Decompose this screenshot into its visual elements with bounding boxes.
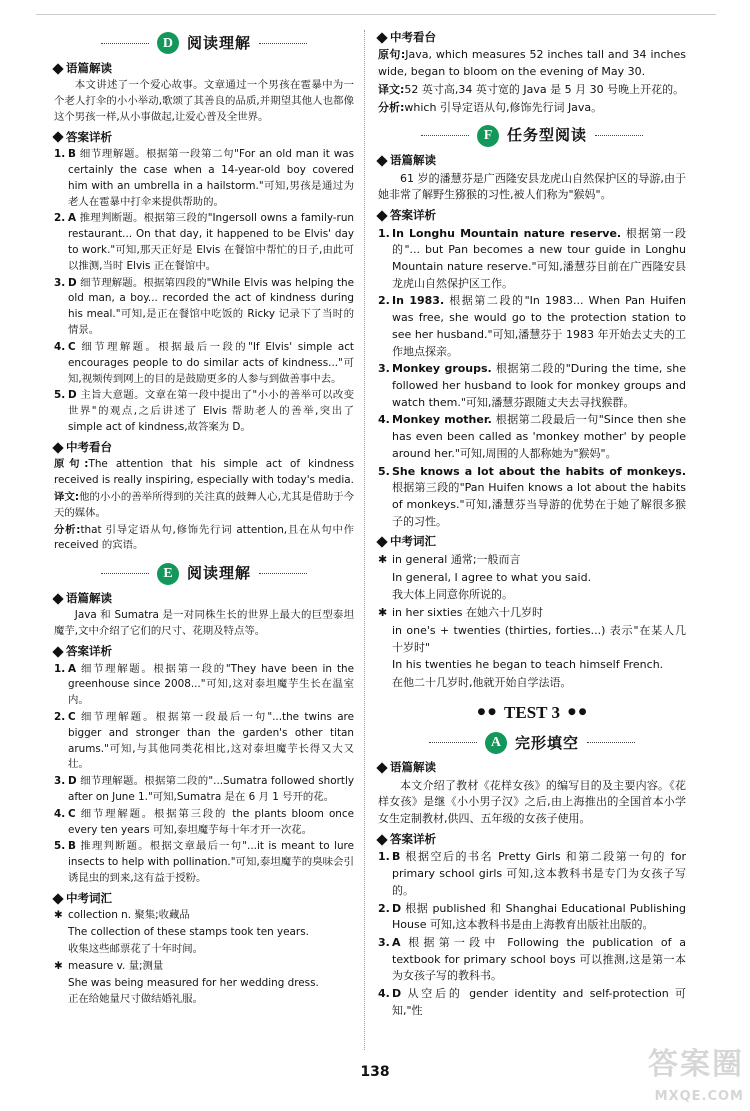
answer-key: D <box>68 389 77 402</box>
answer-number: 2. <box>378 901 390 915</box>
vocab-example: 我大体上同意你所说的。 <box>392 588 513 602</box>
answer-body <box>68 276 354 339</box>
exam-line-text: 他的小小的善举所得到的关注真的鼓舞人心,尤其是借助于今天的媒体。 <box>54 490 354 519</box>
answer-key: A <box>392 935 401 949</box>
passage-summary: Java 和 Sumatra 是一对同株生长的世界上最大的巨型泰坦魔芋,文中介绍了它们的尺寸、花期及特点等。 <box>54 609 354 638</box>
exam-line <box>54 523 354 555</box>
section-e-badge: E <box>157 563 179 585</box>
answer-list <box>378 849 686 1019</box>
answer-item <box>54 807 354 839</box>
vocab-head: measure v. 量;测量 <box>68 959 164 972</box>
answer-key: She knows a lot about the habits of monkeys. <box>392 464 686 478</box>
answer-body <box>68 774 354 806</box>
vocab-label: 中考词汇 <box>378 533 686 550</box>
answer-explanation: 根据第一段中 Following the publication of a textbook for primary school boys 可以推测,这是第一本为女孩子写的教科书。 <box>392 935 686 983</box>
answer-key: B <box>68 148 76 161</box>
exam-line-label: 分析: <box>54 523 81 536</box>
watermark-logo: 答案圈 MXQE.COM <box>648 1046 744 1105</box>
answer-explanation: 根据空后的书名 Pretty Girls 和第二段第一句的 for primary school girls 可知,这本教科书是专门为女孩子写的。 <box>392 850 687 897</box>
answer-key: C <box>68 807 76 820</box>
passage-label: 语篇解读 <box>54 590 354 607</box>
answer-number: 4. <box>54 340 66 353</box>
answer-explanation: 细节理解题。根据第三段的 the plants bloom once every ten years 可知,泰坦魔芋每十年才开一次花。 <box>68 807 354 836</box>
answer-item <box>378 901 686 934</box>
answer-body <box>68 710 354 773</box>
answer-body <box>68 147 354 210</box>
passage-summary: 本文介绍了教材《花样女孩》的编写目的及主要内容。《花样女孩》是继《小小男子汉》之后,由上海推出的全国首本小学女生定制教材,供四、五年级的女孩子使用。 <box>378 778 686 826</box>
answer-key: B <box>68 840 76 853</box>
exam-line-text: which 引导定语从句,修饰先行词 Java。 <box>404 100 603 114</box>
answer-item <box>54 662 354 709</box>
section-a-title: 完形填空 <box>514 733 579 752</box>
answer-body <box>392 412 686 462</box>
answer-body <box>392 293 686 360</box>
answer-explanation: 推理判断题。根据第三段的"Ingersoll owns a family-run restaurant... On that day, it happened to be Elvis' day to work."可知,那天正好是 Elvis 在餐馆中帮忙的日子,由此可以推测,当时 Elvis 正在餐馆中。 <box>68 212 354 272</box>
exam-line-label: 分析: <box>378 100 405 114</box>
answer-number: 2. <box>54 212 66 225</box>
exam-line-text: Java, which measures 52 inches tall and 34 inches wide, began to bloom on the evening of May 30. <box>378 48 687 79</box>
diamond-icon <box>52 893 63 904</box>
vocab-example: in one's + twenties (thirties, forties...) 表示"在某人几十岁时" <box>392 623 686 654</box>
diamond-icon <box>52 63 63 74</box>
diamond-icon <box>376 32 387 43</box>
answer-number: 3. <box>378 362 390 376</box>
answer-body <box>392 849 686 899</box>
vocab-entry <box>54 959 354 975</box>
answer-number: 4. <box>378 413 390 427</box>
answer-body <box>392 986 686 1019</box>
diamond-icon <box>376 834 387 845</box>
asterisk-icon: ✱ <box>378 606 388 620</box>
answer-number: 1. <box>54 148 66 161</box>
diamond-icon <box>376 155 387 166</box>
answer-item <box>378 226 686 293</box>
diamond-icon <box>52 132 63 143</box>
answer-explanation: 推理判断题。根据文章最后一句"...it is meant to lure insects to help with pollination."可知,泰坦魔芋的臭味会引诱昆虫的到来,这有益于授粉。 <box>68 840 354 885</box>
answer-number: 3. <box>54 775 66 788</box>
answer-key: In 1983. <box>392 294 445 308</box>
answer-number: 4. <box>378 987 390 1001</box>
answer-key: D <box>68 775 77 788</box>
vocab-example: 正在给她量尺寸做结婚礼服。 <box>68 993 204 1006</box>
exam-line <box>378 82 686 99</box>
answer-item <box>378 361 686 411</box>
left-column <box>54 26 354 1009</box>
answer-body <box>68 211 354 274</box>
answer-explanation: 根据第二段最后一句"Since then she has even been called as 'monkey mother' by people around her."可知,周围的人都称她为"猴妈"。 <box>392 413 686 460</box>
answer-number: 1. <box>54 662 66 675</box>
asterisk-icon: ✱ <box>378 552 388 566</box>
exam-line-label: 译文: <box>54 490 80 503</box>
asterisk-icon: ✱ <box>54 909 63 922</box>
page-number: 138 <box>360 1064 390 1080</box>
diamond-icon <box>52 646 63 657</box>
vocab-entry <box>54 908 354 924</box>
answer-item <box>378 412 686 462</box>
section-e-heading <box>54 562 354 585</box>
diamond-icon <box>376 210 387 221</box>
answer-key: D <box>392 901 402 915</box>
answer-explanation: 根据第二段的"During the time, she followed her husband to look for monkey groups and watch them."可知,潘慧芬跟随丈夫去寻找猴群。 <box>392 362 686 409</box>
answer-body <box>68 807 354 839</box>
answer-body <box>392 226 686 293</box>
answer-item <box>54 839 354 886</box>
answer-number: 1. <box>378 850 390 864</box>
answer-item <box>378 293 686 360</box>
answer-key: D <box>392 987 402 1001</box>
vocab-label: 中考词汇 <box>54 890 354 907</box>
answer-item <box>54 147 354 210</box>
answer-explanation: 根据第二段的"In 1983... When Pan Huifen was free, she would go to the protection station to see her husband."可知,潘慧芬于 1983 年开始去丈夫的工作地点探亲。 <box>392 294 686 358</box>
answer-body <box>392 901 686 934</box>
vocab-example: In his twenties he began to teach himself French. <box>392 658 664 672</box>
answer-number: 1. <box>378 226 390 240</box>
answer-item <box>54 388 354 435</box>
answer-body <box>392 935 686 985</box>
exam-line-label: 原句: <box>54 458 89 471</box>
exam-line <box>378 100 686 117</box>
vocab-example: In general, I agree to what you said. <box>392 570 592 584</box>
vocab-list <box>378 552 686 692</box>
vocab-entry <box>378 605 686 622</box>
answer-body <box>68 839 354 886</box>
asterisk-icon: ✱ <box>54 959 63 972</box>
answer-explanation: 细节理解题。根据第一段的"They have been in the greenhouse since 2008..."可知,这对泰坦魔芋生长在温室内。 <box>68 662 354 707</box>
answer-number: 3. <box>54 276 66 289</box>
passage-summary: 61 岁的潘慧芬是广西隆安县龙虎山自然保护区的导游,由于她非常了解野生猕猴的习性,被人们称为"猴妈"。 <box>378 171 686 202</box>
exam-line <box>54 490 354 522</box>
answer-key: D <box>68 276 77 289</box>
answer-key: In Longhu Mountain nature reserve. <box>392 226 622 240</box>
answer-explanation: 细节理解题。根据第一段第二句"For an old man it was certainly the case when a 14-year-old boy covered him with an umbrella in a hailstorm."可知,男孩是通过为老人在雹暴中打伞来提供帮助的。 <box>68 148 354 208</box>
vocab-head: in general 通常;一般而言 <box>392 552 521 566</box>
exam-line-label: 译文: <box>378 82 405 96</box>
answer-key: A <box>68 662 77 675</box>
answer-explanation: 细节理解题。根据最后一段的"If Elvis' simple act encourages people to do similar acts of kindness..."可知,视频传到网上的目的是鼓励更多的人参与到做善事中去。 <box>68 340 354 385</box>
section-e-title: 阅读理解 <box>186 564 251 583</box>
section-f-title: 任务型阅读 <box>506 126 587 145</box>
answer-number: 2. <box>54 710 66 723</box>
passage-label: 语篇解读 <box>378 152 686 169</box>
passage-label: 语篇解读 <box>378 759 686 776</box>
answer-item <box>54 774 354 806</box>
answer-item <box>378 849 686 899</box>
answer-list <box>54 147 354 436</box>
answer-item <box>378 464 686 531</box>
answer-key: C <box>68 710 76 723</box>
exam-label: 中考看台 <box>378 29 686 46</box>
answer-explanation: 细节理解题。根据第一段最后一句"...the twins are bigger and stronger than the garden's other titan arums."可知,与其他同类花相比,这对泰坦魔芋长得又大又壮。 <box>68 710 354 771</box>
answer-number: 3. <box>378 935 390 949</box>
answer-explanation: 根据 published 和 Shanghai Educational Publishing House 可知,这本教科书是由上海教育出版社出版的。 <box>392 901 686 932</box>
answer-list <box>54 662 354 887</box>
exam-line <box>54 457 354 489</box>
section-f-badge: F <box>477 125 499 147</box>
vocab-head: in her sixties 在她六十几岁时 <box>392 606 543 620</box>
answer-key: Monkey groups. <box>392 362 492 376</box>
vocab-list <box>54 908 354 1008</box>
exam-notes <box>54 457 354 554</box>
answer-key: A <box>68 212 77 225</box>
answer-body <box>68 662 354 709</box>
answer-body <box>68 340 354 387</box>
answer-explanation: 细节理解题。根据第四段的"While Elvis was helping the old man, a boy... recorded the act of kindness during his meal."可知,是正在餐馆中吃饭的 Ricky 记录下了当时的情景。 <box>68 276 354 337</box>
vocab-example: 在他二十几岁时,他就开始自学法语。 <box>392 675 572 689</box>
diamond-icon <box>52 442 63 453</box>
answer-body <box>392 361 686 411</box>
passage-label: 语篇解读 <box>54 60 354 77</box>
answers-label: 答案详析 <box>54 643 354 660</box>
answer-item <box>54 710 354 773</box>
exam-line-text: The attention that his simple act of kindness received is really inspiring, especially with today's media. <box>54 458 355 487</box>
diamond-icon <box>52 593 63 604</box>
section-d-badge: D <box>157 32 179 54</box>
diamond-icon <box>376 762 387 773</box>
answer-number: 4. <box>54 807 66 820</box>
answer-explanation: 根据第三段的"Pan Huifen knows a lot about the habits of monkeys."可知,潘慧芬当导游的优势在于她了解很多猴子的习性。 <box>392 481 686 528</box>
exam-line <box>378 47 686 80</box>
section-d-title: 阅读理解 <box>186 34 251 52</box>
section-a-heading <box>378 732 686 755</box>
answer-number: 5. <box>378 464 390 478</box>
answer-number: 2. <box>378 294 390 308</box>
header-rule <box>36 14 716 15</box>
vocab-example: 收集这些邮票花了十年时间。 <box>68 942 204 955</box>
answer-list <box>378 226 686 531</box>
answers-label: 答案详析 <box>54 129 354 146</box>
passage-summary: 本文讲述了一个爱心故事。文章通过一个男孩在雹暴中为一个老人打伞的小小举动,歌颂了其善良的品质,并期望其他人也都像这个男孩一样,从小事做起,让爱心普及全世界。 <box>54 79 354 123</box>
answer-item <box>54 211 354 274</box>
exam-line-text: that 引导定语从句,修饰先行词 attention,且在从句中作 received 的宾语。 <box>54 523 355 552</box>
test3-title: TEST 3 <box>504 702 560 722</box>
diamond-icon <box>376 537 387 548</box>
answer-key: B <box>392 850 401 864</box>
vocab-example: The collection of these stamps took ten years. <box>68 926 309 939</box>
section-f-heading <box>378 124 686 147</box>
answer-item <box>378 935 686 985</box>
answer-item <box>54 276 354 339</box>
test3-heading: ● ● TEST 3 ● ● <box>378 700 686 726</box>
answer-explanation: 根据第一段的"... but Pan becomes a new tour guide in Longhu Mountain nature reserve."可知,潘慧芬目前在广西隆安县龙虎山自然保护区工作。 <box>392 226 687 290</box>
exam-line-text: 52 英寸高,34 英寸宽的 Java 是 5 月 30 号晚上开花的。 <box>404 82 685 96</box>
vocab-head: collection n. 聚集;收藏品 <box>68 909 190 922</box>
vocab-entry <box>378 552 686 569</box>
answer-explanation: 从空后的 gender identity and self-protection 可知,"性 <box>392 987 686 1017</box>
answer-key: Monkey mother. <box>392 413 492 427</box>
answer-number: 5. <box>54 389 66 402</box>
section-d-heading <box>54 32 354 55</box>
answer-explanation: 细节理解题。根据第二段的"...Sumatra followed shortly after on June 1."可知,Sumatra 是在 6 月 1 号开的花。 <box>68 775 354 803</box>
right-column <box>378 26 686 1021</box>
exam-label: 中考看台 <box>54 439 354 456</box>
answer-explanation: 主旨大意题。文章在第一段中提出了"小小的善举可以改变世界"的观点,之后讲述了 Elvis 帮助老人的善举,突出了 simple act of kindness,故答案为 D。 <box>68 389 354 433</box>
answer-key: C <box>68 340 76 353</box>
answers-label: 答案详析 <box>378 831 686 848</box>
answer-item <box>378 986 686 1019</box>
answers-label: 答案详析 <box>378 207 686 224</box>
answer-body <box>392 464 686 531</box>
section-a-badge: A <box>485 732 507 754</box>
exam-line-label: 原句: <box>378 48 406 62</box>
vocab-example: She was being measured for her wedding dress. <box>68 976 319 989</box>
exam-notes <box>378 47 686 116</box>
column-divider <box>364 30 365 1050</box>
answer-item <box>54 340 354 387</box>
answer-body <box>68 388 354 435</box>
answer-number: 5. <box>54 840 66 853</box>
